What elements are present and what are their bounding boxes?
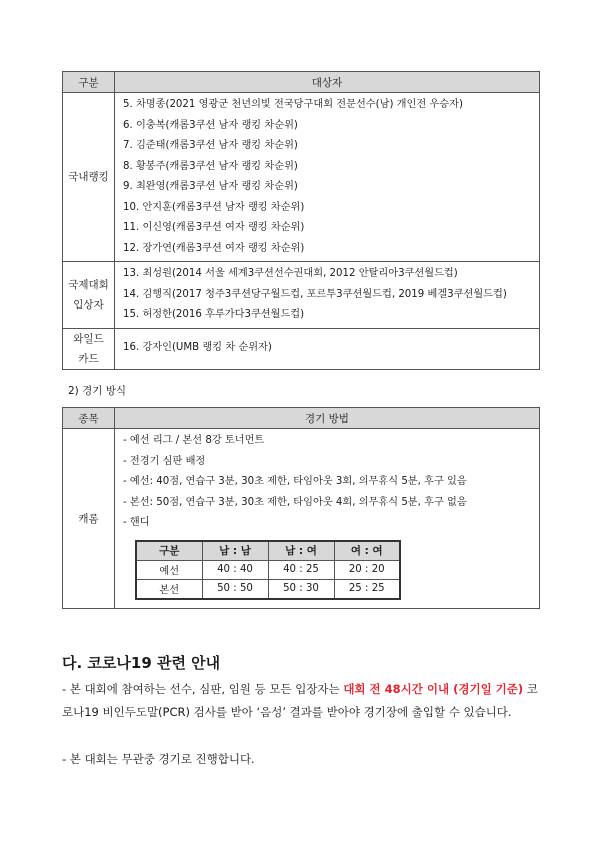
list-item: 16. 강자인(UMB 랭킹 차 순위자) — [123, 342, 272, 354]
table-cell: 20 : 20 — [334, 560, 400, 579]
table-row — [136, 560, 400, 579]
rule-line: - 본선: 50점, 연습구 3분, 30초 제한, 타임아웃 4회, 의무휴식 5분, 후구 없음 — [123, 496, 467, 508]
header-category: 구분 — [63, 72, 115, 93]
rule-line: - 전경기 심판 배정 — [123, 455, 206, 467]
match-format-heading: 2) 경기 방식 — [68, 385, 127, 397]
group-category: 와일드 카드 — [63, 328, 115, 369]
list-item: 6. 이충복(캐롬3쿠션 남자 랭킹 차순위) — [123, 119, 298, 131]
list-item: 10. 안지훈(캐롬3쿠션 남자 랭킹 차순위) — [123, 201, 305, 213]
header-method: 경기 방법 — [115, 408, 540, 429]
list-item: 14. 김행직(2017 청주3쿠션당구월드컵, 포르투3쿠션월드컵, 2019 베겔3쿠션월드컵) — [123, 288, 507, 300]
handicap-header-row — [136, 541, 400, 561]
list-item: 9. 최완영(캐롬3쿠션 남자 랭킹 차순위) — [123, 181, 298, 192]
group-international-winners — [63, 262, 540, 329]
handicap-header: 여 : 여 — [334, 541, 400, 561]
handicap-table — [135, 540, 401, 600]
table-row — [136, 579, 400, 599]
covid-section-title: 다. 코로나19 관련 안내 — [62, 654, 221, 672]
covid-paragraph-pcr: - 본 대회에 참여하는 선수, 심판, 임원 등 모든 입장자는 대회 전 48시간 이내 (경기일 기준) 코로나19 비인두도말(PCR) 검사를 받아 ‘음성’ 결과를 받아야 경기장에 출입할 수 있습니다. — [62, 682, 538, 719]
event-category: 캐롬 — [63, 429, 115, 609]
handicap-header: 남 : 남 — [202, 541, 268, 561]
participants-table — [62, 71, 540, 370]
rule-line: - 예선: 40점, 연습구 3분, 30초 제한, 타임아웃 3회, 의무휴식 5분, 후구 있음 — [123, 476, 467, 487]
group-wildcard — [63, 328, 540, 369]
list-item: 13. 최성원(2014 서울 세계3쿠션선수권대회, 2012 안탈리아3쿠션월드컵) — [123, 268, 458, 279]
group-category: 국제대회 입상자 — [63, 262, 115, 329]
handicap-header: 구분 — [136, 541, 202, 561]
table-cell: 예선 — [136, 560, 202, 579]
group-domestic-ranking — [63, 93, 540, 262]
handicap-header: 남 : 여 — [268, 541, 334, 561]
list-item: 15. 허정한(2016 후루가다3쿠션월드컵) — [123, 309, 305, 320]
rule-line: - 핸디 — [123, 517, 150, 528]
method-body — [115, 429, 540, 609]
pcr-deadline-highlight: 대회 전 48시간 이내 (경기일 기준) — [343, 682, 524, 696]
group-items — [115, 262, 540, 329]
participants-header-row — [63, 72, 540, 93]
table-cell: 50 : 30 — [268, 579, 334, 599]
header-event: 종목 — [63, 408, 115, 429]
group-items — [115, 328, 540, 369]
list-item: 5. 차명종(2021 영광군 천년의빛 전국당구대회 전문선수(남) 개인전 우승자) — [123, 99, 463, 110]
group-items — [115, 93, 540, 262]
rule-line: - 예선 리그 / 본선 8강 토너먼트 — [123, 435, 265, 446]
header-participants: 대상자 — [115, 72, 540, 93]
group-category: 국내랭킹 — [63, 93, 115, 262]
covid-paragraph-no-spectators: - 본 대회는 무관중 경기로 진행합니다. — [62, 752, 255, 766]
table-cell: 40 : 25 — [268, 560, 334, 579]
list-item: 8. 황봉주(캐롬3쿠션 남자 랭킹 차순위) — [123, 160, 298, 172]
table-cell: 본선 — [136, 579, 202, 599]
list-item: 12. 장가연(캐롬3쿠션 여자 랭킹 차순위) — [123, 242, 305, 254]
match-format-header-row — [63, 408, 540, 429]
table-cell: 25 : 25 — [334, 579, 400, 599]
carom-row — [63, 429, 540, 609]
list-item: 11. 이신영(캐롬3쿠션 여자 랭킹 차순위) — [123, 222, 305, 233]
table-cell: 40 : 40 — [202, 560, 268, 579]
match-format-table — [62, 407, 540, 609]
list-item: 7. 김준태(캐롬3쿠션 남자 랭킹 차순위) — [123, 140, 298, 151]
table-cell: 50 : 50 — [202, 579, 268, 599]
